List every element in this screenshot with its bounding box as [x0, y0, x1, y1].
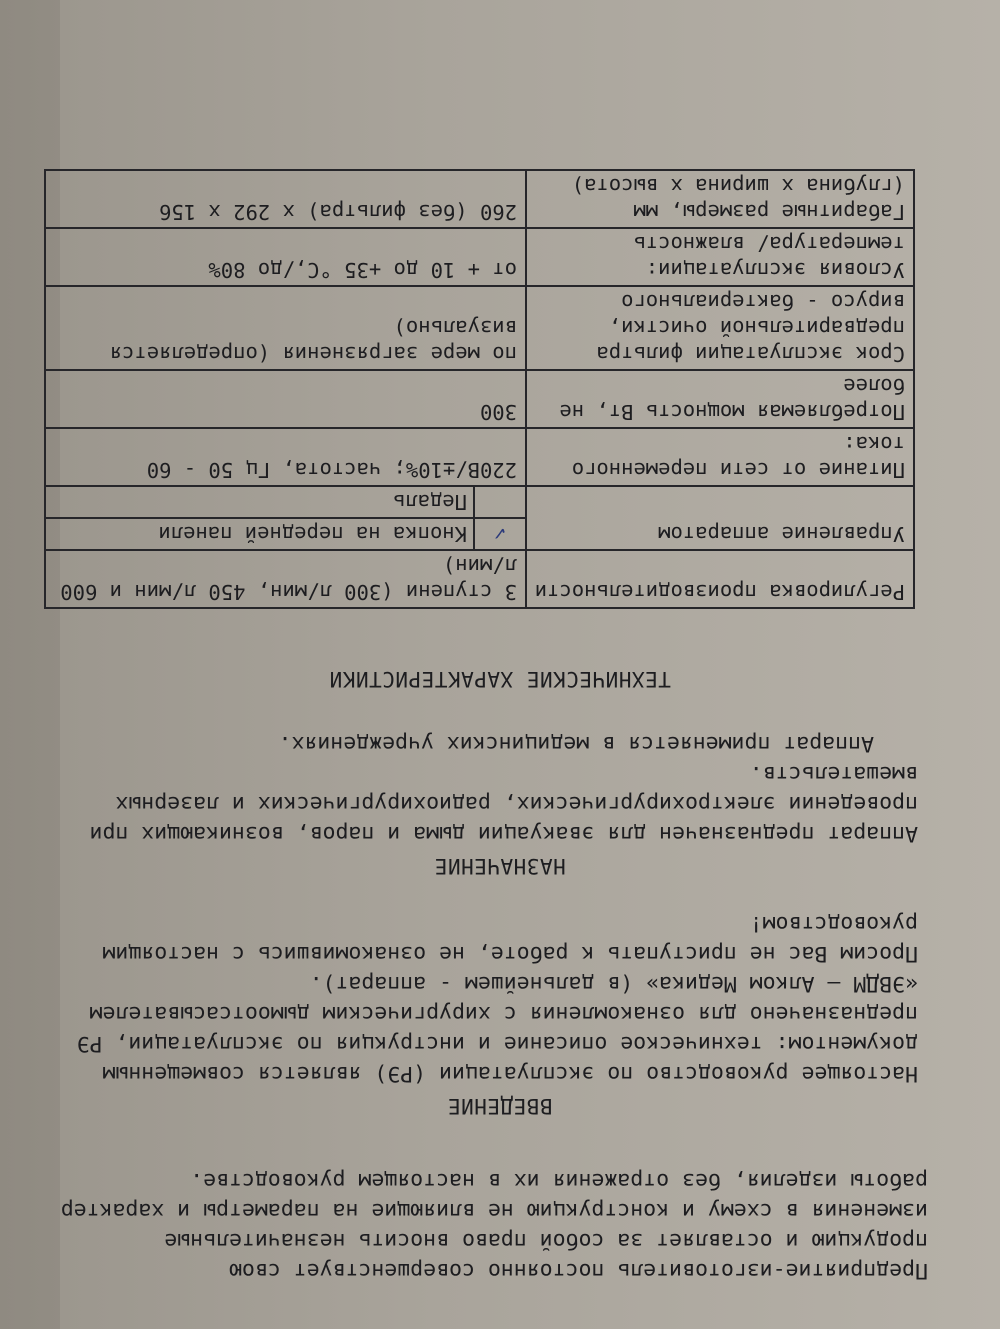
param-cell: Потребляемая мощность Вт, не более	[526, 370, 914, 428]
table-row	[45, 170, 914, 228]
table-row	[45, 286, 914, 370]
table-row	[45, 486, 914, 550]
intro-line: «ЭВДМ – Алком Медика» (в дальнейшем - аппарат).	[309, 971, 918, 996]
control-options	[46, 487, 525, 549]
empty-mark-cell	[474, 487, 525, 518]
value-cell: от + 10 до +35 °С,/до 80%	[45, 228, 526, 286]
checkmark-icon: ✓	[474, 518, 525, 549]
value-cell	[45, 486, 526, 550]
param-cell: Питание от сети переменного тока:	[526, 428, 914, 486]
specs-table	[44, 169, 915, 609]
param-cell: Условия эксплуатации: температура/ влажность	[526, 228, 914, 286]
purpose-line: проведении электрохирургических, радиохирургических и лазерных	[115, 791, 918, 816]
intro-line: документом: техническое описание и инструкция по эксплуатации, РЭ	[76, 1031, 918, 1056]
value-cell: 3 ступени (300 л/мин, 450 л/мин и 600 л/мин)	[45, 550, 526, 608]
value-cell: 260 (без фильтра) х 292 х 156	[45, 170, 526, 228]
purpose-line: Аппарат применяется в медицинских учреждениях.	[278, 731, 874, 756]
value-cell: 220В/±10%; частота, Гц 50 - 60	[45, 428, 526, 486]
table-row	[45, 550, 914, 608]
purpose-line: вмешательств.	[749, 761, 918, 786]
table-row	[45, 370, 914, 428]
value-cell: по мере загрязнения (определяется визуально)	[45, 286, 526, 370]
control-option-row	[46, 518, 525, 549]
control-option-row	[46, 487, 525, 518]
purpose-heading: НАЗНАЧЕНИЕ	[434, 854, 566, 878]
param-cell: Управление аппаратом	[526, 486, 914, 550]
disclaimer-line: Предприятие-изготовитель постоянно совершенствует свою	[229, 1258, 928, 1283]
param-cell: Срок эксплуатации фильтра предварительной очистки, вирусо - бактериального	[526, 286, 914, 370]
disclaimer-line: продукцию и оставляет за собой право вносить незначительные	[164, 1228, 928, 1253]
table-row	[45, 428, 914, 486]
control-option: Кнопка на передней панели	[158, 522, 467, 546]
param-cell: Габаритные размеры, мм (глубина х ширина х высота)	[526, 170, 914, 228]
intro-line: руководством!	[749, 911, 918, 936]
intro-line: Настоящее руководство по эксплуатации (РЭ) является совмещенным	[102, 1061, 918, 1086]
purpose-line: Аппарат предназначен для эвакуации дыма и паров, возникающих при	[89, 821, 918, 846]
table-row	[45, 228, 914, 286]
specs-heading: ТЕХНИЧЕСКИЕ ХАРАКТЕРИСТИКИ	[329, 667, 671, 691]
value-cell: 300	[45, 370, 526, 428]
intro-line: Просим Вас не приступать к работе, не ознакомившись с настоящим	[102, 941, 918, 966]
intro-heading: ВВЕДЕНИЕ	[447, 1094, 553, 1118]
disclaimer-line: изменения в схему и конструкцию не влияющие на параметры и характер	[60, 1198, 928, 1223]
param-cell: Регулировка производительности	[526, 550, 914, 608]
disclaimer-line: работы изделия, без отражения их в настоящем руководстве.	[190, 1168, 928, 1193]
control-option: Педаль	[46, 487, 474, 518]
intro-line: предназначено для ознакомления с хирургическим дымоотсасывателем	[89, 1001, 918, 1026]
